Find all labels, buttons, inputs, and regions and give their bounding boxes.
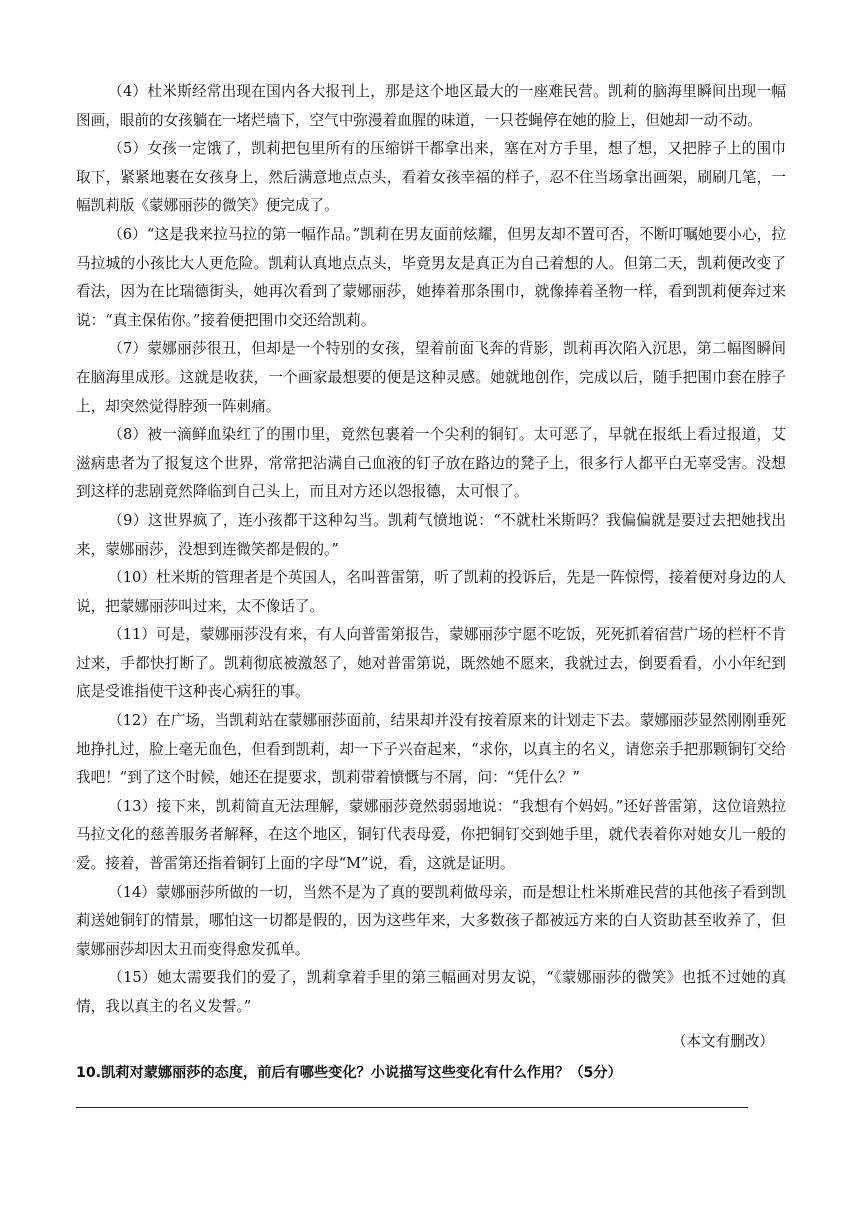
- paragraph-7: （7）蒙娜丽莎很丑，但却是一个特别的女孩，望着前面飞奔的背影，凯莉再次陷入沉思，第二幅图瞬间在脑海里成形。这就是收获，一个画家最想要的便是这种灵感。她就地创作，完成以后，随手把围巾套在脖子上，却突然觉得脖颈一阵刺痛。: [76, 340, 786, 415]
- question-10: 10.凯莉对蒙娜丽莎的态度，前后有哪些变化？小说描写这些变化有什么作用？（5分）: [76, 1064, 622, 1081]
- paragraph-8: （8）被一滴鲜血染红了的围巾里，竟然包裹着一个尖利的铜钉。太可恶了，早就在报纸上看过报道，艾滋病患者为了报复这个世界，常常把沾满自己血液的钉子放在路边的凳子上，很多行人都平白无辜受害。没想到这样的悲剧竟然降临到自己头上，而且对方还以怨报德，太可恨了。: [76, 426, 786, 501]
- paragraph-4: （4）杜米斯经常出现在国内各大报刊上，那是这个地区最大的一座难民营。凯莉的脑海里瞬间出现一幅图画，眼前的女孩躺在一堵烂墙下，空气中弥漫着血腥的味道，一只苍蝇停在她的脸上，但她却一动不动。: [76, 83, 786, 129]
- paragraph-14: （14）蒙娜丽莎所做的一切，当然不是为了真的要凯莉做母亲，而是想让杜米斯难民营的其他孩子看到凯莉送她铜钉的情景，哪怕这一切都是假的，因为这些年来，大多数孩子都被远方来的白人资助甚至收养了，但蒙娜丽莎却因太丑而变得愈发孤单。: [76, 883, 786, 958]
- answer-line[interactable]: [76, 1107, 748, 1108]
- source-note: （本文有删改）: [671, 1032, 774, 1050]
- article-body: [76, 78, 786, 1088]
- paragraph-12: （12）在广场，当凯莉站在蒙娜丽莎面前，结果却并没有按着原来的计划走下去。蒙娜丽莎显然刚刚垂死地挣扎过，脸上毫无血色，但看到凯莉，却一下子兴奋起来，“求你，以真主的名义，请您亲手把那颗铜钉交给我吧！”到了这个时候，她还在提要求，凯莉带着愤慨与不屑，问：“凭什么？”: [76, 712, 786, 787]
- paragraph-5: （5）女孩一定饿了，凯莉把包里所有的压缩饼干都拿出来，塞在对方手里，想了想，又把脖子上的围巾取下，紧紧地裹在女孩身上，然后满意地点点头，看着女孩幸福的样子，忍不住当场拿出画架，刷刷几笔，一幅凯莉版《蒙娜丽莎的微笑》便完成了。: [76, 140, 786, 215]
- paragraph-10: （10）杜米斯的管理者是个英国人，名叫普雷第，听了凯莉的投诉后，先是一阵惊愕，接着便对身边的人说，把蒙娜丽莎叫过来，太不像话了。: [76, 569, 786, 615]
- paragraph-6: （6）“这是我来拉马拉的第一幅作品。”凯莉在男友面前炫耀，但男友却不置可否，不断叮嘱她要小心，拉马拉城的小孩比大人更危险。凯莉认真地点点头，毕竟男友是真正为自己着想的人。但第二天，凯莉便改变了看法，因为在比瑞德街头，她再次看到了蒙娜丽莎，她捧着那条围巾，就像捧着圣物一样，看到凯莉便奔过来说：“真主保佑你。”接着便把围巾交还给凯莉。: [76, 225, 786, 329]
- paragraph-13: （13）接下来，凯莉简直无法理解，蒙娜丽莎竟然弱弱地说：“我想有个妈妈。”还好普雷第，这位谙熟拉马拉文化的慈善服务者解释，在这个地区，铜钉代表母爱，你把铜钉交到她手里，就代表着你对她女儿一般的爱。接着，普雷第还指着铜钉上面的字母“M”说，看，这就是证明。: [76, 797, 786, 873]
- paragraph-11: （11）可是，蒙娜丽莎没有来，有人向普雷第报告，蒙娜丽莎宁愿不吃饭，死死抓着宿营广场的栏杆不肯过来，手都快打断了。凯莉彻底被激怒了，她对普雷第说，既然她不愿来，我就过去，倒要看看，小小年纪到底是受谁指使干这种丧心病狂的事。: [76, 626, 786, 701]
- paragraph-15: （15）她太需要我们的爱了，凯莉拿着手里的第三幅画对男友说，“《蒙娜丽莎的微笑》也抵不过她的真情，我以真主的名义发誓。”: [76, 969, 786, 1015]
- paragraph-9: （9）这世界疯了，连小孩都干这种勾当。凯莉气愤地说：“不就杜米斯吗？我偏偏就是要过去把她找出来，蒙娜丽莎，没想到连微笑都是假的。”: [76, 511, 786, 558]
